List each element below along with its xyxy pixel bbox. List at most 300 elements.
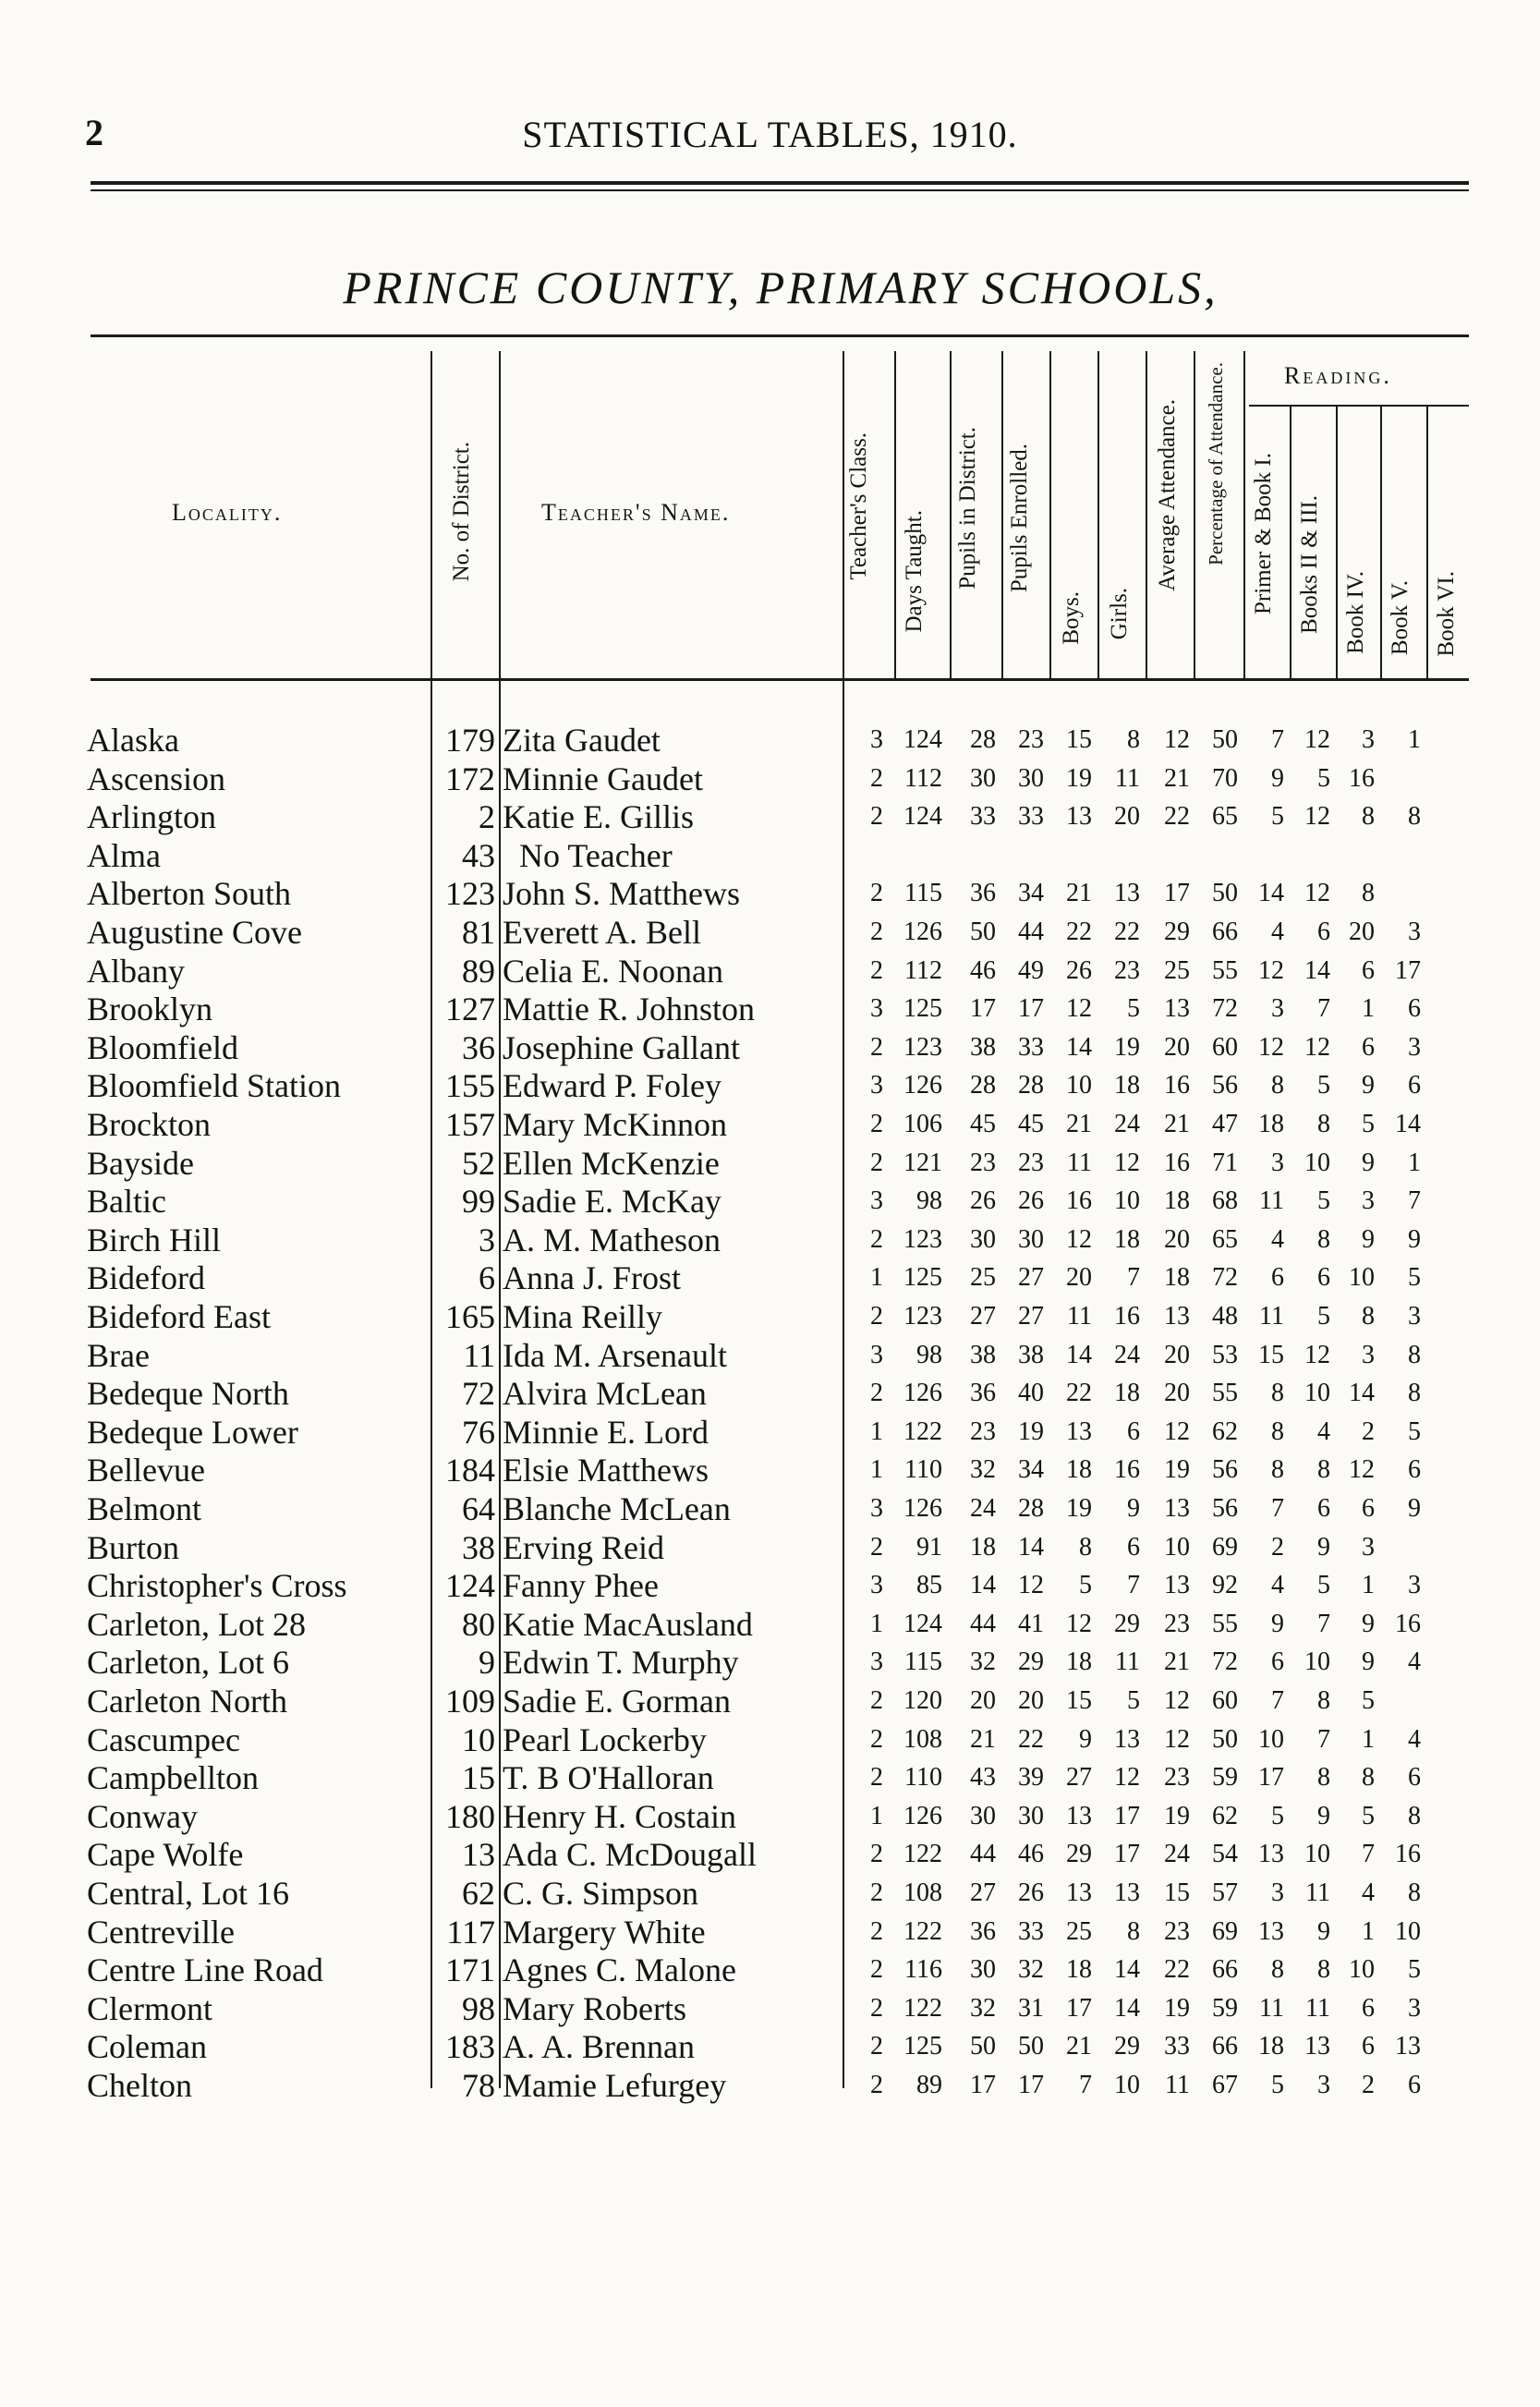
- locality-cell: Bayside: [87, 1144, 194, 1182]
- teacher-cell: C. G. Simpson: [503, 1875, 699, 1912]
- b5-cell: 5: [1408, 1955, 1421, 1985]
- p1-cell: 2: [1271, 1532, 1284, 1562]
- locality-cell: Alma: [87, 836, 161, 874]
- avg-cell: 17: [1164, 879, 1190, 908]
- teacher-cell: Pearl Lockerby: [503, 1720, 707, 1758]
- teacher-cell: A. A. Brennan: [503, 2028, 695, 2066]
- district-cell: 72: [462, 1375, 495, 1413]
- p1-cell: 7: [1271, 1494, 1284, 1523]
- b23-cell: 8: [1317, 1686, 1330, 1715]
- cls-cell: 2: [870, 1686, 883, 1715]
- avg-cell: 19: [1164, 1801, 1190, 1830]
- pd-cell: 24: [970, 1494, 996, 1523]
- p1-cell: 4: [1271, 918, 1284, 946]
- page-number: 2: [85, 112, 103, 153]
- b4-cell: 3: [1362, 1340, 1375, 1369]
- cls-cell: 2: [870, 879, 883, 908]
- b23-cell: 5: [1317, 1302, 1330, 1331]
- b4-cell: 6: [1362, 955, 1375, 985]
- teacher-cell: Zita Gaudet: [503, 722, 661, 759]
- pd-cell: 43: [970, 1763, 996, 1793]
- b4-cell: 9: [1362, 1647, 1375, 1677]
- b5-cell: 1: [1408, 1148, 1421, 1177]
- boys-cell: 20: [1066, 1263, 1092, 1293]
- days-cell: 124: [903, 1609, 942, 1638]
- en-cell: 20: [1018, 1686, 1044, 1715]
- b5-cell: 16: [1395, 1840, 1421, 1869]
- avg-cell: 16: [1164, 1071, 1190, 1100]
- pct-cell: 54: [1212, 1840, 1238, 1869]
- header-district: No. of District.: [449, 442, 474, 582]
- p1-cell: 11: [1259, 1186, 1284, 1216]
- en-cell: 33: [1018, 802, 1044, 832]
- boys-cell: 19: [1066, 763, 1092, 793]
- locality-cell: Bideford East: [87, 1298, 271, 1335]
- district-cell: 81: [462, 914, 495, 951]
- pct-cell: 69: [1212, 1532, 1238, 1562]
- days-cell: 91: [916, 1532, 942, 1562]
- pct-cell: 55: [1212, 1379, 1238, 1408]
- locality-cell: Cascumpec: [87, 1720, 240, 1758]
- district-cell: 9: [479, 1644, 495, 1682]
- b5-cell: 6: [1408, 2071, 1421, 2099]
- district-cell: 172: [445, 760, 495, 797]
- avg-cell: 18: [1164, 1186, 1190, 1216]
- b5-cell: 9: [1408, 1224, 1421, 1254]
- b4-cell: 6: [1362, 1993, 1375, 2023]
- b5-cell: 5: [1408, 1416, 1421, 1446]
- district-cell: 11: [463, 1336, 495, 1374]
- p1-cell: 9: [1271, 1609, 1284, 1638]
- b23-cell: 9: [1317, 1916, 1330, 1946]
- pct-cell: 72: [1212, 1263, 1238, 1293]
- days-cell: 124: [903, 725, 942, 754]
- girls-cell: 10: [1114, 2071, 1140, 2099]
- header-boys: Boys.: [1059, 591, 1084, 645]
- header-pupils-district: Pupils in District.: [955, 427, 980, 590]
- district-cell: 183: [445, 2028, 495, 2066]
- b23-cell: 8: [1317, 1110, 1330, 1138]
- b5-cell: 10: [1395, 1916, 1421, 1946]
- boys-cell: 5: [1079, 1571, 1092, 1600]
- pd-cell: 44: [970, 1840, 996, 1869]
- pd-cell: 50: [970, 2032, 996, 2061]
- b5-cell: 3: [1408, 1302, 1421, 1331]
- b4-cell: 9: [1362, 1224, 1375, 1254]
- avg-cell: 21: [1164, 1110, 1190, 1138]
- cls-cell: 2: [870, 2071, 883, 2099]
- days-cell: 106: [903, 1110, 942, 1138]
- p1-cell: 12: [1258, 1032, 1284, 1062]
- girls-cell: 6: [1127, 1416, 1140, 1446]
- days-cell: 123: [903, 1302, 942, 1331]
- pct-cell: 71: [1212, 1148, 1238, 1177]
- header-primer: Primer & Book I.: [1251, 453, 1276, 614]
- boys-cell: 26: [1066, 955, 1092, 985]
- running-head: STATISTICAL TABLES, 1910.: [522, 114, 1018, 155]
- b23-cell: 12: [1304, 802, 1330, 832]
- table-row: [0, 1066, 1540, 1105]
- locality-cell: Carleton North: [87, 1683, 287, 1720]
- en-cell: 50: [1018, 2032, 1044, 2061]
- b5-cell: 8: [1408, 1379, 1421, 1408]
- b4-cell: 9: [1362, 1071, 1375, 1100]
- b5-cell: 3: [1408, 918, 1421, 946]
- boys-cell: 29: [1066, 1840, 1092, 1869]
- girls-cell: 16: [1114, 1455, 1140, 1485]
- pd-cell: 26: [970, 1186, 996, 1216]
- days-cell: 121: [903, 1148, 942, 1177]
- boys-cell: 11: [1067, 1148, 1092, 1177]
- en-cell: 17: [1018, 994, 1044, 1024]
- pd-cell: 30: [970, 1955, 996, 1985]
- pct-cell: 72: [1212, 994, 1238, 1024]
- days-cell: 123: [903, 1224, 942, 1254]
- cls-cell: 1: [870, 1455, 883, 1485]
- avg-cell: 22: [1164, 802, 1190, 832]
- en-cell: 30: [1018, 763, 1044, 793]
- teacher-cell: Josephine Gallant: [503, 1028, 740, 1066]
- en-cell: 22: [1018, 1724, 1044, 1754]
- boys-cell: 15: [1066, 725, 1092, 754]
- pct-cell: 50: [1212, 1724, 1238, 1754]
- boys-cell: 12: [1066, 994, 1092, 1024]
- b5-cell: 8: [1408, 802, 1421, 832]
- col-rule-pd: [1001, 351, 1003, 679]
- teacher-cell: Ellen McKenzie: [503, 1144, 720, 1182]
- avg-cell: 20: [1164, 1340, 1190, 1369]
- locality-cell: Christopher's Cross: [87, 1567, 347, 1605]
- b4-cell: 6: [1362, 1032, 1375, 1062]
- table-row: [0, 1028, 1540, 1067]
- cls-cell: 2: [870, 1302, 883, 1331]
- b5-cell: 5: [1408, 1263, 1421, 1293]
- b4-cell: 5: [1362, 1686, 1375, 1715]
- boys-cell: 9: [1079, 1724, 1092, 1754]
- avg-cell: 23: [1164, 1609, 1190, 1638]
- table-row: [0, 1758, 1540, 1797]
- boys-cell: 25: [1066, 1916, 1092, 1946]
- locality-cell: Alaska: [87, 722, 179, 759]
- b5-cell: 9: [1408, 1494, 1421, 1523]
- b5-cell: 8: [1408, 1801, 1421, 1830]
- b4-cell: 16: [1349, 763, 1375, 793]
- b23-cell: 6: [1317, 1494, 1330, 1523]
- p1-cell: 17: [1258, 1763, 1284, 1793]
- locality-cell: Bloomfield Station: [87, 1067, 341, 1105]
- boys-cell: 21: [1066, 879, 1092, 908]
- table-row: [0, 1182, 1540, 1221]
- table-row: [0, 1336, 1540, 1375]
- pd-cell: 28: [970, 1071, 996, 1100]
- girls-cell: 16: [1114, 1302, 1140, 1331]
- girls-cell: 17: [1114, 1801, 1140, 1830]
- girls-cell: 29: [1114, 2032, 1140, 2061]
- b23-cell: 4: [1317, 1416, 1330, 1446]
- locality-cell: Bedeque Lower: [87, 1413, 298, 1451]
- pct-cell: 65: [1212, 1224, 1238, 1254]
- pd-cell: 38: [970, 1340, 996, 1369]
- girls-cell: 19: [1114, 1032, 1140, 1062]
- cls-cell: 1: [870, 1609, 883, 1638]
- locality-cell: Central, Lot 16: [87, 1875, 289, 1912]
- avg-cell: 24: [1164, 1840, 1190, 1869]
- boys-cell: 21: [1066, 1110, 1092, 1138]
- table-row: [0, 1605, 1540, 1644]
- avg-cell: 21: [1164, 1647, 1190, 1677]
- pct-cell: 66: [1212, 918, 1238, 946]
- table-row: [0, 990, 1540, 1028]
- b4-cell: 4: [1362, 1878, 1375, 1907]
- district-cell: 36: [462, 1028, 495, 1066]
- locality-cell: Burton: [87, 1528, 180, 1566]
- locality-cell: Arlington: [87, 798, 216, 836]
- days-cell: 125: [903, 2032, 942, 2061]
- district-cell: 76: [462, 1413, 495, 1451]
- locality-cell: Albany: [87, 952, 185, 990]
- district-cell: 13: [462, 1836, 495, 1874]
- p1-cell: 8: [1271, 1379, 1284, 1408]
- teacher-cell: Mina Reilly: [503, 1298, 662, 1335]
- teacher-cell: Henry H. Costain: [503, 1797, 736, 1835]
- locality-cell: Bedeque North: [87, 1375, 289, 1413]
- pd-cell: 14: [970, 1571, 996, 1600]
- days-cell: 112: [904, 763, 942, 793]
- district-cell: 157: [445, 1106, 495, 1143]
- b5-cell: 17: [1395, 955, 1421, 985]
- avg-cell: 18: [1164, 1263, 1190, 1293]
- col-rule-pct: [1243, 351, 1245, 679]
- b5-cell: 1: [1408, 725, 1421, 754]
- b23-cell: 7: [1317, 1724, 1330, 1754]
- girls-cell: 24: [1114, 1340, 1140, 1369]
- table-row: [0, 913, 1540, 952]
- pct-cell: 60: [1212, 1686, 1238, 1715]
- district-cell: 165: [445, 1298, 495, 1335]
- table-row: [0, 1566, 1540, 1605]
- girls-cell: 8: [1127, 725, 1140, 754]
- pd-cell: 30: [970, 1801, 996, 1830]
- b23-cell: 5: [1317, 1186, 1330, 1216]
- pd-cell: 27: [970, 1302, 996, 1331]
- cls-cell: 2: [870, 1840, 883, 1869]
- girls-cell: 29: [1114, 1609, 1140, 1638]
- locality-cell: Baltic: [87, 1183, 166, 1221]
- district-cell: 78: [462, 2067, 495, 2104]
- locality-cell: Brockton: [87, 1106, 211, 1143]
- teacher-cell: Katie MacAusland: [503, 1605, 753, 1643]
- locality-cell: Birch Hill: [87, 1221, 221, 1258]
- p1-cell: 5: [1271, 802, 1284, 832]
- b23-cell: 9: [1317, 1532, 1330, 1562]
- district-cell: 123: [445, 875, 495, 913]
- table-row: [0, 2066, 1540, 2105]
- boys-cell: 10: [1066, 1071, 1092, 1100]
- avg-cell: 29: [1164, 918, 1190, 946]
- b23-cell: 14: [1304, 955, 1330, 985]
- district-cell: 15: [462, 1759, 495, 1797]
- girls-cell: 18: [1114, 1224, 1140, 1254]
- teacher-cell: Blanche McLean: [503, 1490, 731, 1527]
- cls-cell: 2: [870, 1724, 883, 1754]
- col-rule-primer: [1290, 407, 1291, 679]
- b23-cell: 12: [1304, 725, 1330, 754]
- pct-cell: 66: [1212, 1955, 1238, 1985]
- district-cell: 179: [445, 722, 495, 759]
- avg-cell: 23: [1164, 1916, 1190, 1946]
- cls-cell: 2: [870, 955, 883, 985]
- b4-cell: 9: [1362, 1148, 1375, 1177]
- cls-cell: 3: [870, 1494, 883, 1523]
- girls-cell: 7: [1127, 1263, 1140, 1293]
- b5-cell: 14: [1395, 1110, 1421, 1138]
- locality-cell: Belmont: [87, 1490, 201, 1527]
- cls-cell: 2: [870, 1763, 883, 1793]
- table-row: [0, 1144, 1540, 1183]
- table-row: [0, 1951, 1540, 1989]
- teacher-cell: Alvira McLean: [503, 1375, 707, 1413]
- p1-cell: 6: [1271, 1263, 1284, 1293]
- en-cell: 33: [1018, 1032, 1044, 1062]
- teacher-cell: Minnie Gaudet: [503, 760, 703, 797]
- b5-cell: 6: [1408, 1455, 1421, 1485]
- days-cell: 112: [904, 955, 942, 985]
- days-cell: 125: [903, 1263, 942, 1293]
- teacher-cell: Anna J. Frost: [503, 1259, 682, 1297]
- pd-cell: 18: [970, 1532, 996, 1562]
- avg-cell: 12: [1164, 1686, 1190, 1715]
- cls-cell: 2: [870, 1148, 883, 1177]
- teacher-cell: A. M. Matheson: [503, 1221, 721, 1258]
- header-avg-attendance: Average Attendance.: [1155, 399, 1180, 591]
- b5-cell: 3: [1408, 1993, 1421, 2023]
- b5-cell: 16: [1395, 1609, 1421, 1638]
- pd-cell: 23: [970, 1416, 996, 1446]
- avg-cell: 13: [1164, 994, 1190, 1024]
- b4-cell: 1: [1362, 994, 1375, 1024]
- locality-cell: Brae: [87, 1336, 150, 1374]
- b4-cell: 7: [1362, 1840, 1375, 1869]
- p1-cell: 11: [1259, 1302, 1284, 1331]
- teacher-cell: Minnie E. Lord: [503, 1413, 709, 1451]
- p1-cell: 4: [1271, 1224, 1284, 1254]
- avg-cell: 20: [1164, 1032, 1190, 1062]
- en-cell: 19: [1018, 1416, 1044, 1446]
- col-rule-en: [1049, 351, 1051, 679]
- b23-cell: 7: [1317, 1609, 1330, 1638]
- avg-cell: 12: [1164, 725, 1190, 754]
- teacher-cell: Mattie R. Johnston: [503, 991, 756, 1028]
- avg-cell: 19: [1164, 1455, 1190, 1485]
- pct-cell: 57: [1212, 1878, 1238, 1907]
- boys-cell: 13: [1066, 1416, 1092, 1446]
- p1-cell: 7: [1271, 1686, 1284, 1715]
- district-cell: 6: [479, 1259, 495, 1297]
- b4-cell: 9: [1362, 1609, 1375, 1638]
- girls-cell: 14: [1114, 1955, 1140, 1985]
- boys-cell: 16: [1066, 1186, 1092, 1216]
- avg-cell: 11: [1165, 2071, 1190, 2099]
- p1-cell: 7: [1271, 725, 1284, 754]
- days-cell: 126: [903, 1379, 942, 1408]
- days-cell: 120: [903, 1686, 942, 1715]
- avg-cell: 20: [1164, 1224, 1190, 1254]
- header-bottom-rule: [91, 678, 1469, 681]
- table-row: [0, 1489, 1540, 1528]
- avg-cell: 33: [1164, 2032, 1190, 2061]
- pd-cell: 30: [970, 763, 996, 793]
- girls-cell: 5: [1127, 994, 1140, 1024]
- b23-cell: 5: [1317, 763, 1330, 793]
- b23-cell: 10: [1304, 1379, 1330, 1408]
- p1-cell: 12: [1258, 955, 1284, 985]
- boys-cell: 14: [1066, 1340, 1092, 1369]
- girls-cell: 11: [1115, 763, 1140, 793]
- district-cell: 124: [445, 1567, 495, 1605]
- b23-cell: 10: [1304, 1148, 1330, 1177]
- pct-cell: 56: [1212, 1071, 1238, 1100]
- pct-cell: 50: [1212, 725, 1238, 754]
- girls-cell: 18: [1114, 1071, 1140, 1100]
- en-cell: 39: [1018, 1763, 1044, 1793]
- avg-cell: 13: [1164, 1571, 1190, 1600]
- teacher-cell: Katie E. Gillis: [503, 798, 694, 836]
- p1-cell: 8: [1271, 1955, 1284, 1985]
- avg-cell: 22: [1164, 1955, 1190, 1985]
- teacher-cell: Erving Reid: [503, 1528, 664, 1566]
- district-cell: 89: [462, 952, 495, 990]
- boys-cell: 15: [1066, 1686, 1092, 1715]
- p1-cell: 10: [1258, 1724, 1284, 1754]
- teacher-cell: T. B O'Halloran: [503, 1759, 714, 1797]
- en-cell: 28: [1018, 1071, 1044, 1100]
- b23-cell: 12: [1304, 1032, 1330, 1062]
- cls-cell: 1: [870, 1263, 883, 1293]
- b4-cell: 3: [1362, 1186, 1375, 1216]
- teacher-cell: Ada C. McDougall: [503, 1836, 757, 1874]
- b4-cell: 1: [1362, 1571, 1375, 1600]
- avg-cell: 19: [1164, 1993, 1190, 2023]
- en-cell: 27: [1018, 1263, 1044, 1293]
- district-cell: 180: [445, 1797, 495, 1835]
- days-cell: 126: [903, 918, 942, 946]
- teacher-cell: Mamie Lefurgey: [503, 2067, 727, 2104]
- header-pct-attendance: Percentage of Attendance.: [1205, 362, 1227, 565]
- avg-cell: 16: [1164, 1148, 1190, 1177]
- teacher-cell: John S. Matthews: [503, 875, 741, 913]
- table-row: [0, 1297, 1540, 1336]
- en-cell: 38: [1018, 1340, 1044, 1369]
- en-cell: 14: [1018, 1532, 1044, 1562]
- en-cell: 27: [1018, 1302, 1044, 1331]
- days-cell: 123: [903, 1032, 942, 1062]
- pct-cell: 68: [1212, 1186, 1238, 1216]
- pd-cell: 32: [970, 1993, 996, 2023]
- teacher-cell: Edwin T. Murphy: [503, 1644, 739, 1682]
- en-cell: 32: [1018, 1955, 1044, 1985]
- b4-cell: 5: [1362, 1110, 1375, 1138]
- teacher-cell: Everett A. Bell: [503, 914, 701, 951]
- en-cell: 28: [1018, 1494, 1044, 1523]
- en-cell: 34: [1018, 1455, 1044, 1485]
- boys-cell: 12: [1066, 1609, 1092, 1638]
- table-row: [0, 1913, 1540, 1951]
- teacher-cell: Agnes C. Malone: [503, 1951, 736, 1989]
- b4-cell: 1: [1362, 1724, 1375, 1754]
- boys-cell: 14: [1066, 1032, 1092, 1062]
- en-cell: 26: [1018, 1878, 1044, 1907]
- pd-cell: 44: [970, 1609, 996, 1638]
